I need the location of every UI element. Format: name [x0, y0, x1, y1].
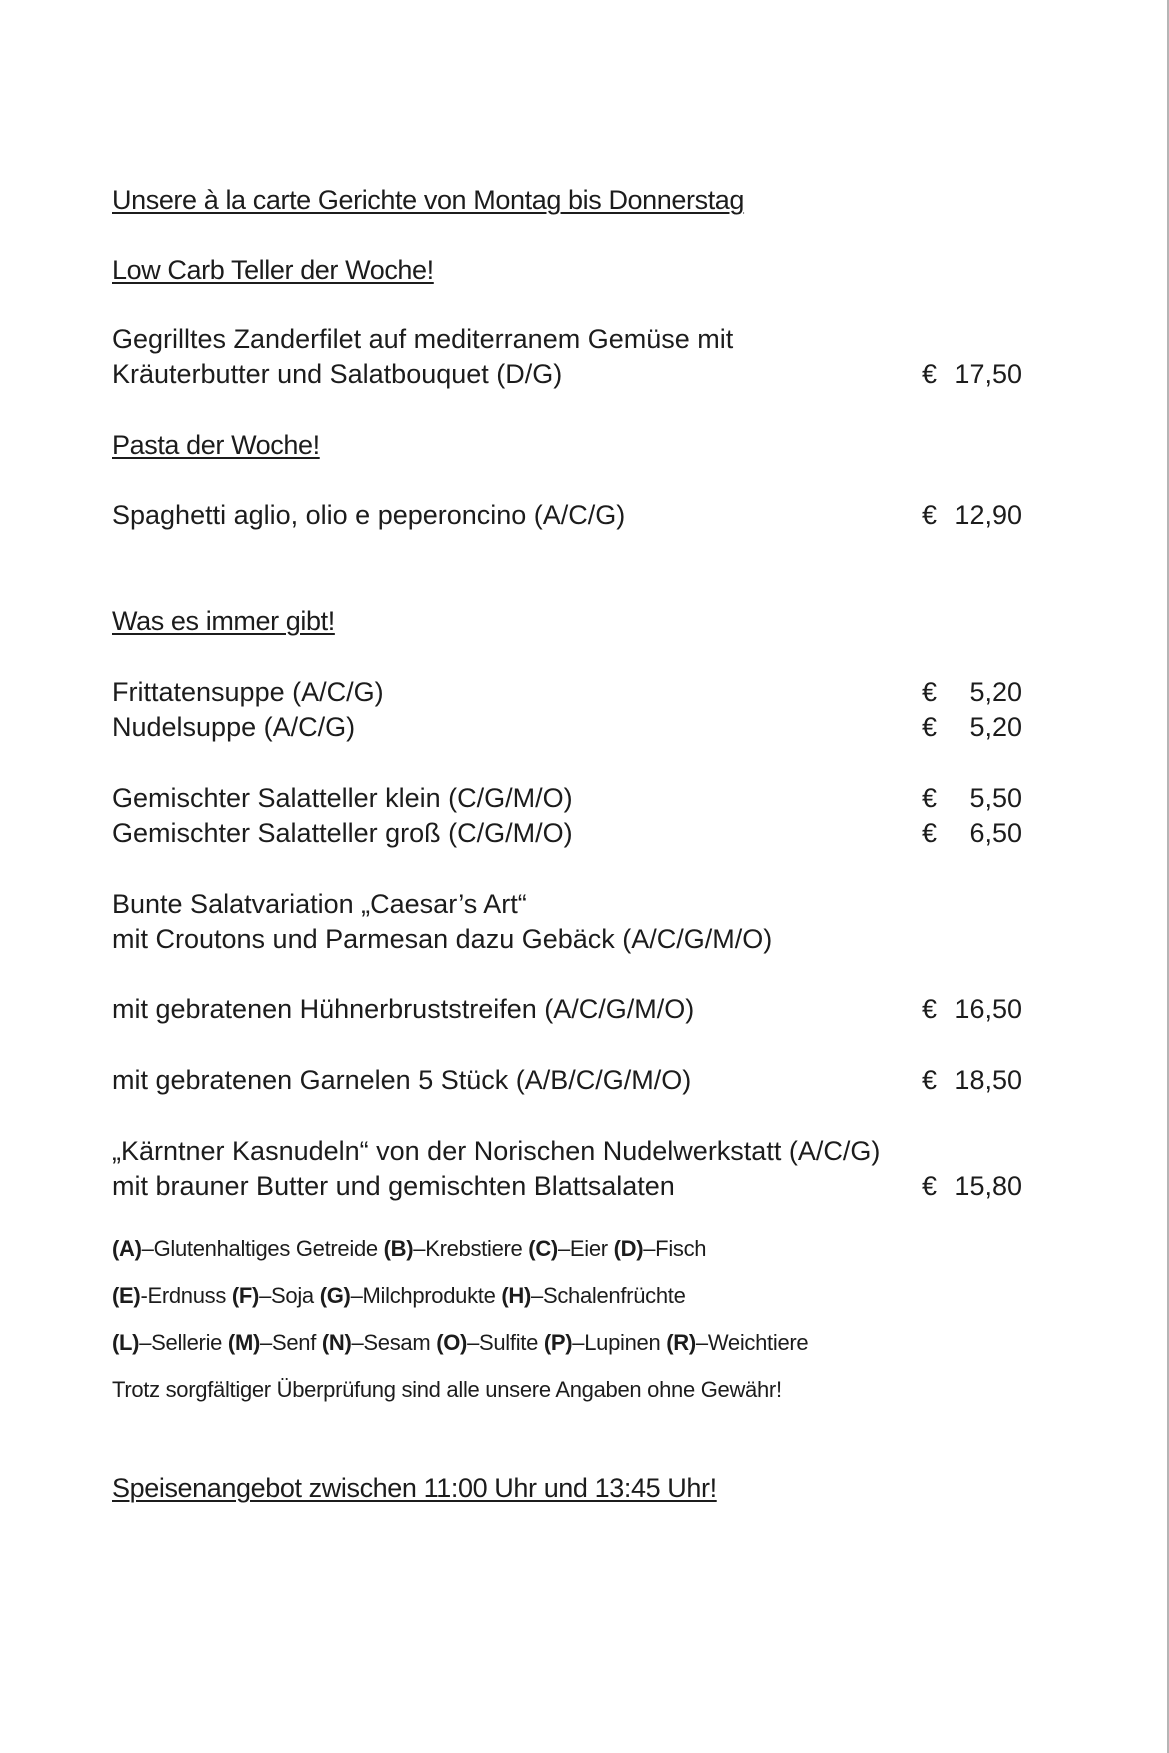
allergen-label: -Erdnuss: [140, 1283, 227, 1308]
allergen-code: (R): [666, 1330, 696, 1355]
price-amount: 6,50: [969, 818, 1022, 848]
price-amount: 12,90: [954, 500, 1022, 530]
allergen-code: (C): [528, 1236, 558, 1261]
currency-symbol: €: [922, 1065, 938, 1095]
allergen-code: (M): [227, 1330, 261, 1355]
menu-item-shrimp: mit gebratenen Garnelen 5 Stück (A/B/C/G/M/O): [112, 1065, 692, 1095]
allergen-code: (G): [319, 1283, 351, 1308]
menu-item-nudelsuppe: Nudelsuppe (A/C/G): [112, 712, 356, 742]
price-amount: 5,20: [969, 712, 1022, 742]
allergen-label: –Senf: [260, 1330, 317, 1355]
allergen-label: –Milchprodukte: [350, 1283, 496, 1308]
low-carb-heading: Low Carb Teller der Woche!: [112, 255, 434, 285]
allergen-label: –Sulfite: [467, 1330, 539, 1355]
currency-symbol: €: [922, 994, 938, 1024]
menu-item-salat-gross: Gemischter Salatteller groß (C/G/M/O): [112, 818, 573, 848]
allergen-label: –Soja: [259, 1283, 314, 1308]
price-amount: 5,20: [969, 677, 1022, 707]
currency-symbol: €: [922, 500, 938, 530]
allergen-label: –Sesam: [351, 1330, 431, 1355]
allergen-legend-line-3: [112, 1329, 808, 1357]
menu-item-frittatensuppe: Frittatensuppe (A/C/G): [112, 677, 384, 707]
kasnudeln-line-2: mit brauner Butter und gemischten Blattsalaten: [112, 1171, 675, 1201]
currency-symbol: €: [922, 783, 938, 813]
allergen-label: –Fisch: [643, 1236, 707, 1261]
price-amount: 16,50: [954, 994, 1022, 1024]
allergen-label: –Weichtiere: [695, 1330, 809, 1355]
currency-symbol: €: [922, 677, 938, 707]
always-heading: Was es immer gibt!: [112, 606, 335, 636]
allergen-code: (D): [613, 1236, 644, 1261]
allergen-label: –Schalenfrüchte: [531, 1283, 686, 1308]
low-carb-dish-line-2: Kräuterbutter und Salatbouquet (D/G): [112, 359, 563, 389]
allergen-code: (H): [501, 1283, 532, 1308]
currency-symbol: €: [922, 359, 938, 389]
currency-symbol: €: [922, 712, 938, 742]
menu-item-chicken: mit gebratenen Hühnerbruststreifen (A/C/G/M/O): [112, 994, 695, 1024]
allergen-label: –Krebstiere: [413, 1236, 523, 1261]
pasta-dish: Spaghetti aglio, olio e peperoncino (A/C/G): [112, 500, 626, 530]
price-amount: 15,80: [954, 1171, 1022, 1201]
price-amount: 5,50: [969, 783, 1022, 813]
allergen-code: (A): [112, 1236, 142, 1261]
service-hours: Speisenangebot zwischen 11:00 Uhr und 13:45 Uhr!: [112, 1473, 717, 1503]
allergen-code: (L): [112, 1330, 140, 1355]
caesar-line-1: Bunte Salatvariation „Caesar’s Art“: [112, 889, 527, 919]
pasta-heading: Pasta der Woche!: [112, 430, 320, 460]
allergen-code: (F): [231, 1283, 260, 1308]
currency-symbol: €: [922, 818, 938, 848]
price-amount: 17,50: [954, 359, 1022, 389]
allergen-legend-line-2: [112, 1282, 686, 1310]
allergen-label: –Lupinen: [572, 1330, 661, 1355]
menu-page: [112, 0, 1022, 1753]
disclaimer: Trotz sorgfältiger Überprüfung sind alle unsere Angaben ohne Gewähr!: [112, 1377, 782, 1402]
kasnudeln-line-1: „Kärntner Kasnudeln“ von der Norischen Nudelwerkstatt (A/C/G): [112, 1136, 881, 1166]
allergen-code: (O): [436, 1330, 468, 1355]
allergen-code: (P): [543, 1330, 573, 1355]
allergen-label: –Glutenhaltiges Getreide: [141, 1236, 378, 1261]
allergen-code: (B): [383, 1236, 414, 1261]
menu-title: Unsere à la carte Gerichte von Montag bis Donnerstag: [112, 185, 745, 215]
caesar-line-2: mit Croutons und Parmesan dazu Gebäck (A/C/G/M/O): [112, 924, 773, 954]
low-carb-dish-line-1: Gegrilltes Zanderfilet auf mediterranem Gemüse mit: [112, 324, 734, 354]
price-amount: 18,50: [954, 1065, 1022, 1095]
menu-item-salat-klein: Gemischter Salatteller klein (C/G/M/O): [112, 783, 573, 813]
allergen-code: (N): [321, 1330, 352, 1355]
allergen-code: (E): [112, 1283, 141, 1308]
allergen-label: –Sellerie: [139, 1330, 223, 1355]
allergen-legend-line-1: [112, 1235, 706, 1263]
currency-symbol: €: [922, 1171, 938, 1201]
allergen-label: –Eier: [557, 1236, 608, 1261]
